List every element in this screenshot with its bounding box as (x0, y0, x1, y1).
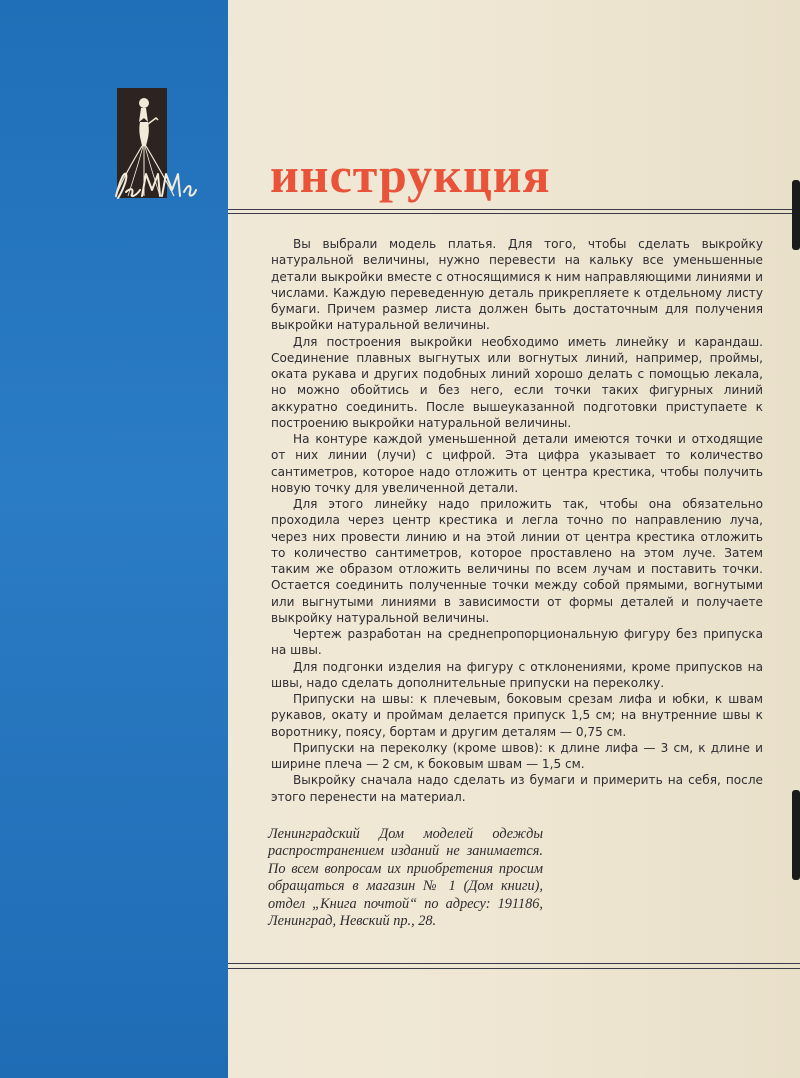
paragraph-2: Для построения выкройки необходимо иметь линейку и карандаш. Соединение плавных выгнутых или вогнутых линий, например, проймы, оката рукава и других подобных линий хорошо делать с помощью лекала, но можно обойтись и без него, если точки таких фигурных линий аккуратно соединить. После вышеуказанной подготовки приступаете к построению выкройки натуральной величины. (271, 334, 763, 430)
top-rule-1 (228, 209, 800, 210)
page-title: инструкция (270, 147, 551, 203)
paragraph-4: Для этого линейку надо приложить так, чтобы она обязательно проходила через центр крестика и легла точно по направлению луча, через них провести линию и на этой линии от центра крестика отложить то количество сантиметров, которое проставлено на этом луче. Затем таким же образом отложить величины по всем лучам и поставить точки. Остается соединить полученные точки между собой прямыми, вогнутыми или выгнутыми линиями в зависимости от формы деталей и получаете выкройку натуральной величины. (271, 497, 763, 625)
paragraph-3: На контуре каждой уменьшенной детали имеются точки и отходящие от них линии (лучи) с цифрой. Эта цифра указывает то количество сантиметров, которое надо отложить от центра крестика, чтобы получить новую точку для увеличенной детали. (271, 432, 763, 495)
paragraph-7: Припуски на швы: к плечевым, боковым срезам лифа и юбки, к швам рукавов, окату и проймам делается припуск 1,5 см; на внутренние швы к воротнику, поясу, бортам и другим деталям — 0,75 см. (271, 692, 763, 739)
page-edge-shadow (792, 180, 800, 250)
paragraph-1: Вы выбрали модель платья. Для того, чтобы сделать выкройку натуральной величины, нужно перевести на кальку все уменьшенные детали выкройки вместе с относящимися к ним направляющими линиями и числами. Каждую переведенную деталь прикрепляете к отдельному листу бумаги. Причем размер листа должен быть достаточным для получения выкройки натуральной величины. (271, 237, 763, 333)
bottom-rule-2 (228, 968, 800, 969)
paragraph-6: Для подгонки изделия на фигуру с отклонениями, кроме припусков на швы, надо сделать дополнительные припуски на переколку. (271, 659, 763, 690)
top-rule-2 (228, 213, 800, 214)
logo-script-mark (112, 166, 198, 202)
paragraph-9: Выкройку сначала надо сделать из бумаги и примерить на себя, после этого перенести на материал. (271, 773, 763, 804)
instruction-text (271, 236, 763, 805)
paragraph-5: Чертеж разработан на среднепропорциональную фигуру без припуска на швы. (271, 627, 763, 658)
page-edge-shadow (792, 790, 800, 880)
bottom-rule-1 (228, 963, 800, 964)
publisher-note: Ленинградский Дом моделей одежды распространением изданий не занимается. По всем вопросам их приобретения просим обращаться в магазин № 1 (Дом книги), отдел „Книга почтой“ по адресу: 191186, Ленинград, Невский пр., 28. (268, 826, 543, 930)
paragraph-8: Припуски на переколку (кроме швов): к длине лифа — 3 см, к длине и ширине плеча — 2 см, к боковым швам — 1,5 см. (271, 740, 763, 771)
